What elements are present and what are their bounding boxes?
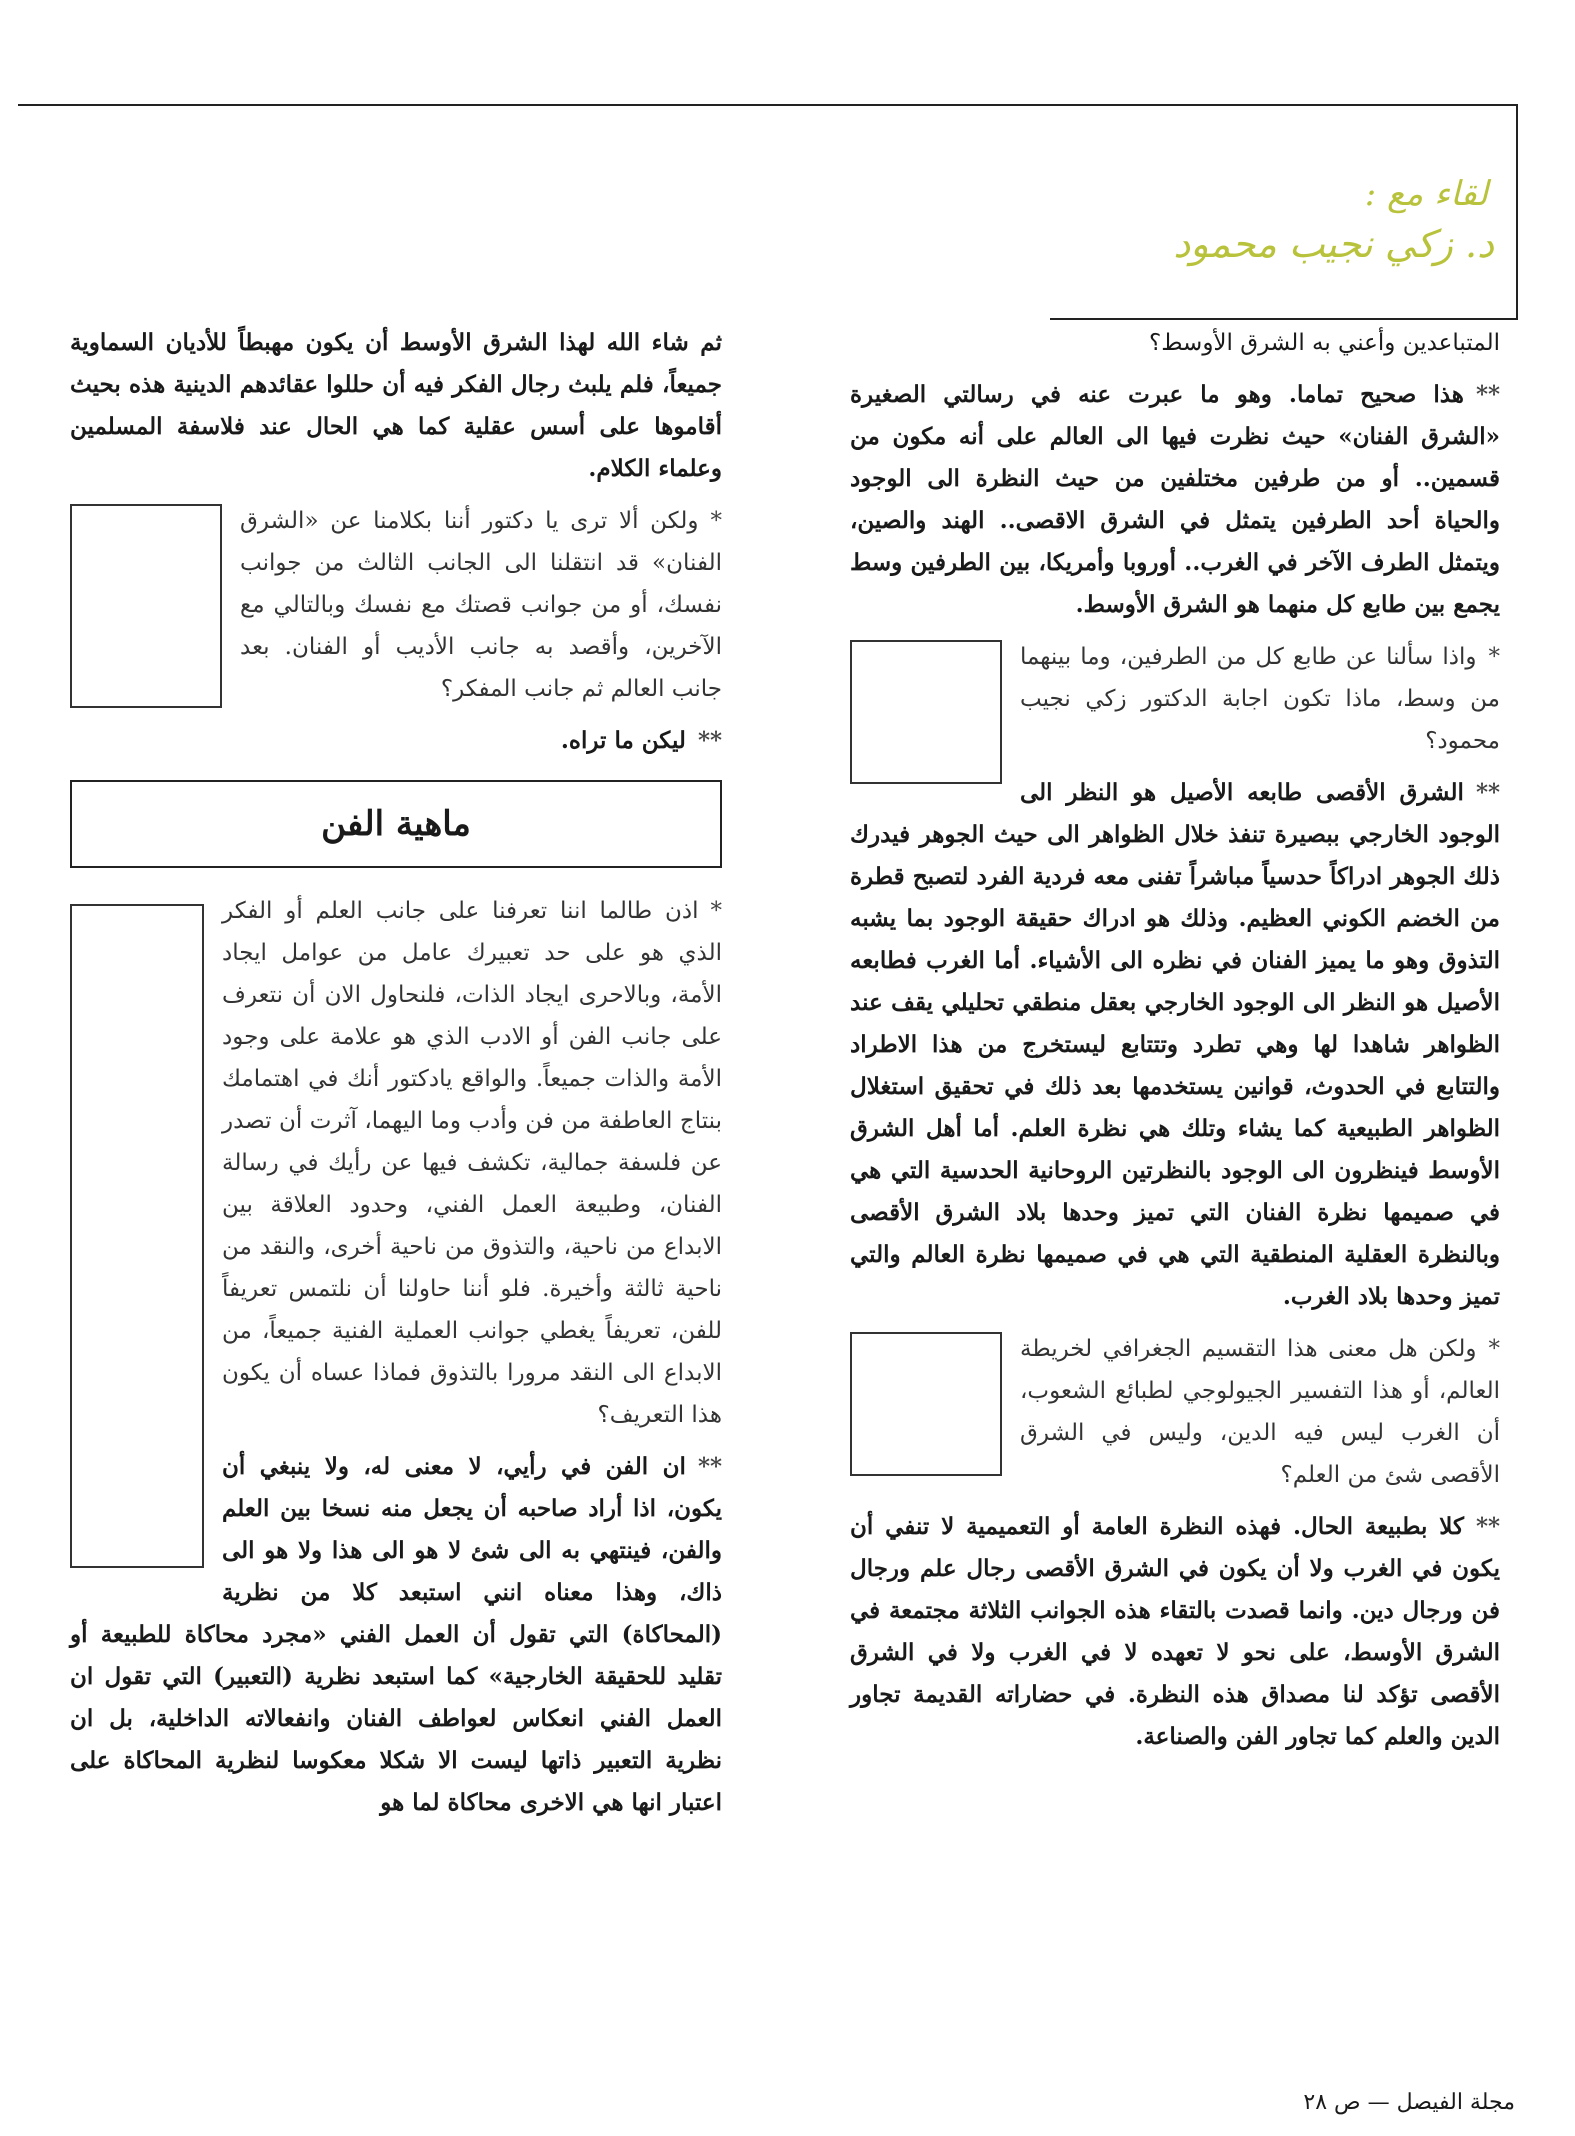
- interview-label: لقاء مع :: [1364, 174, 1488, 214]
- image-placeholder: [70, 504, 222, 708]
- question-paragraph: *ولكن هل معنى هذا التقسيم الجغرافي لخريطة العالم، أو هذا التفسير الجيولوجي لطبائع الشعوب، أن الغرب ليس فيه الدين، وليس في الشرق الأقصى شئ من العلم؟: [850, 1328, 1500, 1496]
- image-placeholder: [850, 640, 1002, 784]
- answer-paragraph: **كلا بطبيعة الحال. فهذه النظرة العامة أو التعميمية لا تنفي أن يكون في الغرب ولا أن يكون في الشرق الأقصى رجال علم ورجال فن ورجال دين. وانما قصدت بالتقاء هذه الجوانب الثلاثة مجتمعة في الشرق الأوسط، على نحو لا تعهده لا في الغرب ولا في الشرق الأقصى تؤكد لنا مصداق هذه النظرة. في حضاراته القديمة تجاور الدين والعلم كما تجاور الفن والصناعة.: [850, 1513, 1500, 1750]
- question-paragraph: *ولكن ألا ترى يا دكتور أننا بكلامنا عن «الشرق الفنان» قد انتقلنا الى الجانب الثالث من جوانب نفسك، أو من جوانب قصتك مع نفسك وبالتالي مع الآخرين، وأقصد به جانب الأديب أو الفنان. بعد جانب العالم ثم جانب المفكر؟: [70, 500, 722, 710]
- image-placeholder: [850, 1332, 1002, 1476]
- answer-paragraph: **ليكن ما تراه.: [560, 727, 722, 754]
- answer-paragraph: **هذا صحيح تماما. وهو ما عبرت عنه في رسالتي الصغيرة «الشرق الفنان» حيث نظرت فيها الى العالم على أنه مكون من قسمين.. أو من طرفين مختلفين من حيث النظرة الى الوجود والحياة أحد الطرفين يتمثل في الشرق الاقصى.. الهند والصين، ويتمثل الطرف الآخر في الغرب.. أوروبا وأمريكا، بين الطرفين وسط يجمع بين طابع كل منهما هو الشرق الأوسط.: [850, 381, 1500, 618]
- image-placeholder: [70, 904, 204, 1568]
- answer-paragraph: ثم شاء الله لهذا الشرق الأوسط أن يكون مهبطاً للأديان السماوية جميعاً، فلم يلبث رجال الفكر فيه أن حللوا عقائدهم الدينية هذه بحيث أقاموها على أسس عقلية كما هي الحال عند فلاسفة المسلمين وعلماء الكلام.: [70, 329, 722, 482]
- page-footer: مجلة الفيصل — ص ٢٨: [1303, 2090, 1515, 2115]
- right-column: [850, 322, 1500, 1768]
- question-paragraph: *اذن طالما اننا تعرفنا على جانب العلم أو الفكر الذي هو على حد تعبيرك عامل من عوامل ايجاد الأمة، وبالاحرى ايجاد الذات، فلنحاول الان أن نتعرف على جانب الفن أو الادب الذي هو علامة على وجود الأمة والذات جميعاً. والواقع يادكتور أنك في اهتمامك بنتاج العاطفة من فن وأدب وما اليهما، آثرت أن تصدر عن فلسفة جمالية، تكشف فيها عن رأيك في رسالة الفنان، وطبيعة العمل الفني، وحدود العلاقة بين الابداع من ناحية، والتذوق من ناحية أخرى، والنقد من ناحية ثالثة وأخيرة. فلو أننا حاولنا أن نلتمس تعريفاً للفن، تعريفاً يغطي جوانب العملية الفنية جميعاً، من الابداع الى النقد مرورا بالتذوق فماذا عساه أن يكون هذا التعريف؟: [70, 890, 722, 1436]
- question-paragraph: *واذا سألنا عن طابع كل من الطرفين، وما بينهما من وسط، ماذا تكون اجابة الدكتور زكي نجيب محمود؟: [850, 636, 1500, 762]
- paragraph: المتباعدين وأعني به الشرق الأوسط؟: [1149, 330, 1500, 356]
- section-heading: ماهية الفن: [70, 780, 722, 868]
- interviewee-name: د. زكي نجيب محمود: [1173, 222, 1494, 266]
- answer-paragraph: **الشرق الأقصى طابعه الأصيل هو النظر الى الوجود الخارجي ببصيرة تنفذ خلال الظواهر الى حيث الجوهر فيدرك ذلك الجوهر ادراكاً حدسياً مباشراً تفنى معه فردية الفرد لتصبح قطرة من الخضم الكوني العظيم. وذلك هو ادراك حقيقة الوجود بما يشبه التذوق وهو ما يميز الفنان في نظره الى الأشياء. أما الغرب فطابعه الأصيل هو النظر الى الوجود الخارجي بعقل منطقي تحليلي يقف عند الظواهر شاهدا لها وهي تطرد وتتتابع ليستخرج من هذا الاطراد والتتابع في الحدوث، قوانين يستخدمها بعد ذلك في تحقيق استغلال الظواهر الطبيعية كما يشاء وتلك هي نظرة العلم. أما أهل الشرق الأوسط فينظرون الى الوجود بالنظرتين الروحانية الحدسية التي هي في صميمها نظرة الفنان التي تميز وحدها بلاد الشرق الأقصى وبالنظرة العقلية المنطقية التي هي في صميمها نظرة العالم والتي تميز وحدها بلاد الغرب.: [850, 779, 1500, 1310]
- interview-header-box: [1050, 104, 1518, 320]
- answer-paragraph: **ان الفن في رأيي، لا معنى له، ولا ينبغي أن يكون، اذا أراد صاحبه أن يجعل منه نسخا بين العلم والفن، فينتهي به الى شئ لا هو الى هذا ولا هو الى ذاك، وهذا معناه انني استبعد كلا من نظرية (المحاكاة) التي تقول أن العمل الفني «مجرد محاكاة للطبيعة أو تقليد للحقيقة الخارجية» كما استبعد نظرية (التعبير) التي تقول ان العمل الفني انعكاس لعواطف الفنان وانفعالاته الداخلية، بل ان نظرية التعبير ذاتها ليست الا شكلا معكوسا لنظرية المحاكاة على اعتبار انها هي الاخرى محاكاة لما هو: [70, 1453, 722, 1816]
- left-column: [70, 322, 722, 1834]
